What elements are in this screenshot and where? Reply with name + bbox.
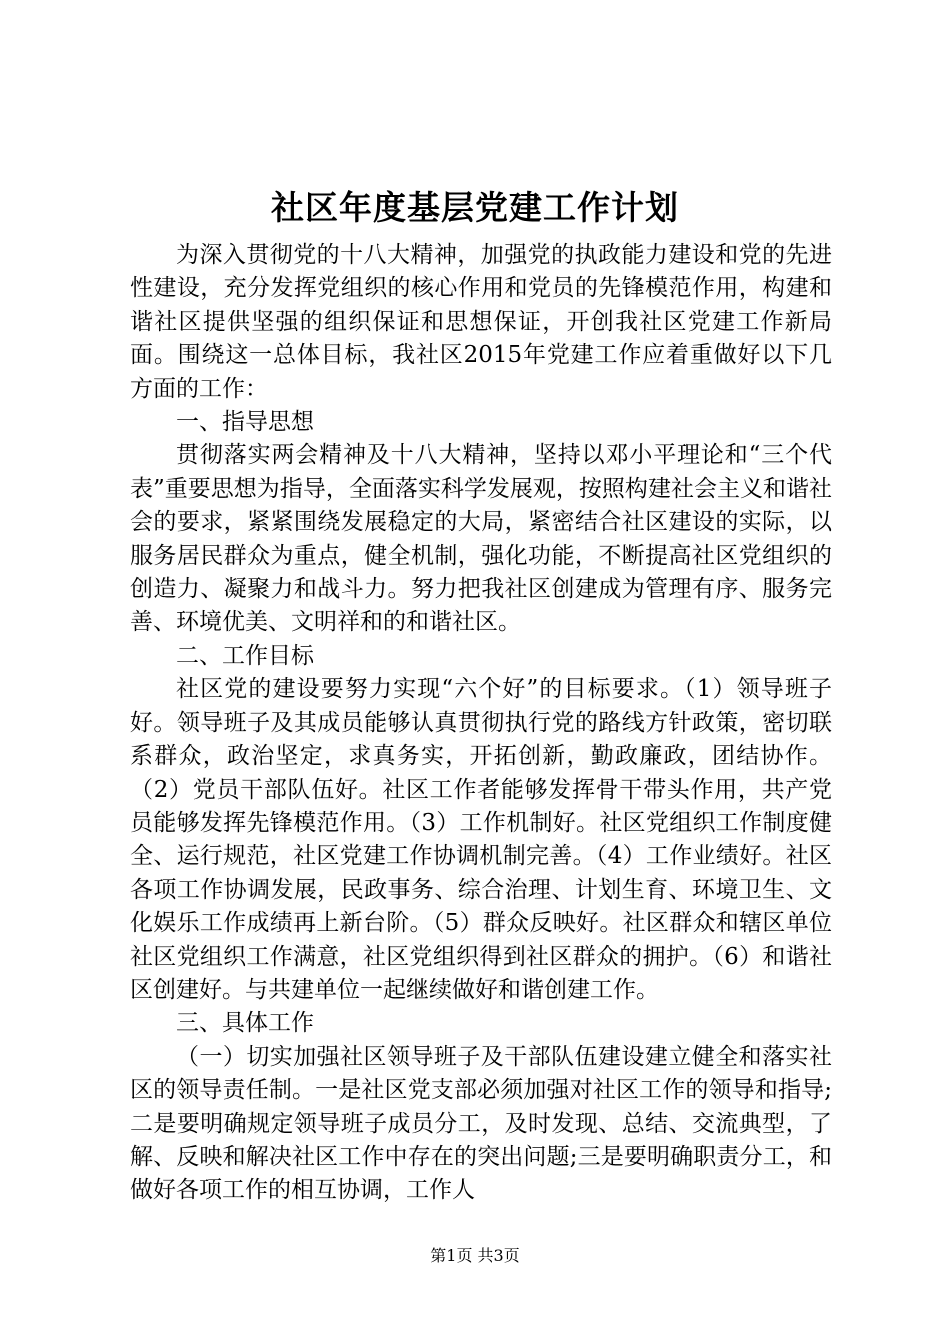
guiding-thought-paragraph: 贯彻落实两会精神及十八大精神，坚持以邓小平理论和“三个代表”重要思想为指导，全面落实科学发展观，按照构建社会主义和谐社会的要求，紧紧围绕发展稳定的大局，紧密结合社区建设的实际，以服务居民群众为重点，健全机制，强化功能，不断提高社区党组织的创造力、凝聚力和战斗力。努力把我社区创建成为管理有序、服务完善、环境优美、文明祥和的和谐社区。 bbox=[130, 442, 832, 636]
section-heading-3: 三、具体工作 bbox=[176, 1010, 314, 1037]
section-heading-1: 一、指导思想 bbox=[176, 409, 314, 436]
intro-paragraph: 为深入贯彻党的十八大精神，加强党的执政能力建设和党的先进性建设，充分发挥党组织的核心作用和党员的先锋模范作用，构建和谐社区提供坚强的组织保证和思想保证，开创我社区党建工作新局面。围绕这一总体目标，我社区2015年党建工作应着重做好以下几方面的工作： bbox=[130, 242, 832, 402]
document-body bbox=[130, 239, 832, 1208]
page-footer: 第1页 共3页 bbox=[430, 1246, 520, 1265]
work-goals-paragraph: 社区党的建设要努力实现“六个好”的目标要求。（1）领导班子好。领导班子及其成员能够认真贯彻执行党的路线方针政策，密切联系群众，政治坚定，求真务实，开拓创新，勤政廉政，团结协作。（2）党员干部队伍好。社区工作者能够发挥骨干带头作用，共产党员能够发挥先锋模范作用。（3）工作机制好。社区党组织工作制度健全、运行规范，社区党建工作协调机制完善。（4）工作业绩好。社区各项工作协调发展，民政事务、综合治理、计划生育、环境卫生、文化娱乐工作成绩再上新台阶。（5）群众反映好。社区群众和辖区单位社区党组织工作满意，社区党组织得到社区群众的拥护。（6）和谐社区创建好。与共建单位一起继续做好和谐创建工作。 bbox=[130, 676, 832, 1003]
specific-work-paragraph: （一）切实加强社区领导班子及干部队伍建设建立健全和落实社区的领导责任制。一是社区党支部必须加强对社区工作的领导和指导;二是要明确规定领导班子成员分工，及时发现、总结、交流典型，了解、反映和解决社区工作中存在的突出问题;三是要明确职责分工，和做好各项工作的相互协调，工作人 bbox=[130, 1043, 832, 1204]
document-title: 社区年度基层党建工作计划 bbox=[271, 188, 679, 227]
section-heading-2: 二、工作目标 bbox=[176, 642, 314, 669]
